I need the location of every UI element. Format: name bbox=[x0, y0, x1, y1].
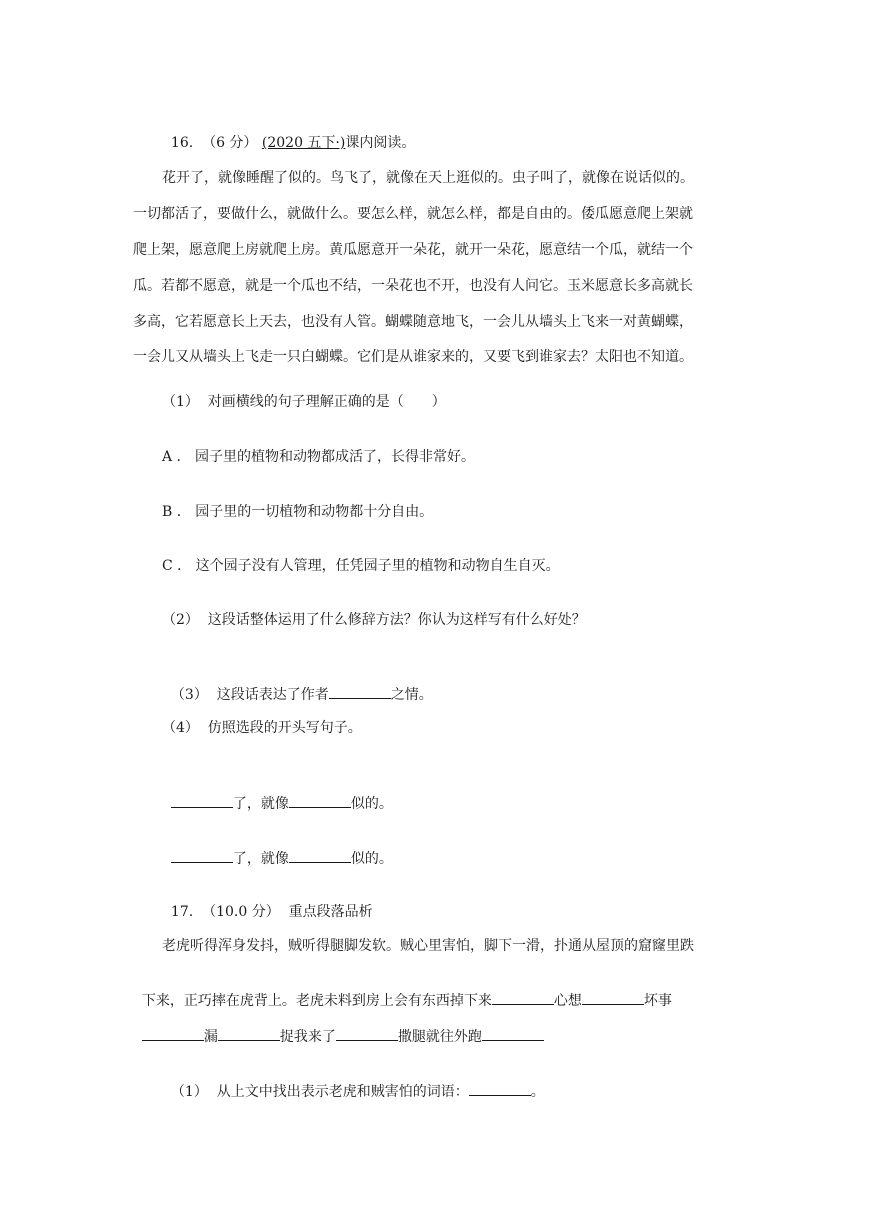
q16-imitate-line-1 bbox=[162, 773, 393, 814]
q16-score: （6 分） bbox=[202, 135, 258, 151]
q16-title: 课内阅读。 bbox=[345, 135, 416, 151]
q17-line2-post: 坏事 bbox=[643, 993, 672, 1009]
q16-option-a[interactable]: A ． 园子里的植物和动物都成活了，长得非常好。 bbox=[162, 449, 476, 465]
q16-passage-line-3: 爬上架，愿意爬上房就爬上房。黄瓜愿意开一朵花，就开一朵花，愿意结一个瓜，就结一个 bbox=[133, 242, 693, 258]
q16-passage-line-4: 瓜。若都不愿意，就是一个瓜也不结，一朵花也不开，也没有人问它。玉米愿意长多高就长 bbox=[133, 278, 693, 294]
q16-passage-line-5: 多高，它若愿意长上天去，也没有人管。蝴蝶随意地飞，一会儿从墙头上飞来一对黄蝴蝶， bbox=[133, 314, 693, 330]
q16-sub3-answer-blank[interactable] bbox=[329, 684, 391, 699]
q17-blank-4[interactable] bbox=[218, 1026, 280, 1041]
q16-sub3-text-pre: （3） 这段话表达了作者 bbox=[170, 687, 329, 703]
q17-blank-1[interactable] bbox=[492, 990, 554, 1005]
q16-passage-line-6: 一会儿又从墙头上飞走一只白蝴蝶。它们是从谁家来的，又要飞到谁家去？太阳也不知道。 bbox=[133, 349, 693, 365]
q16-number: 16. bbox=[170, 135, 194, 151]
imitate-1-blank-a[interactable] bbox=[171, 793, 233, 808]
q16-header bbox=[162, 113, 415, 153]
q17-score: （10.0 分） bbox=[202, 904, 280, 920]
imitate-2-blank-b[interactable] bbox=[289, 848, 351, 863]
q16-passage-line-1: 花开了，就像睡醒了似的。鸟飞了，就像在天上逛似的。虫子叫了，就像在说话似的。 bbox=[162, 170, 694, 186]
q17-line3-b: 捉我来了 bbox=[279, 1029, 336, 1045]
q17-sub1-text-post: 。 bbox=[530, 1084, 545, 1100]
q17-header bbox=[162, 882, 373, 922]
q16-sub4-prompt: （4） 仿照选段的开头写句子。 bbox=[162, 720, 362, 736]
q17-line2-mid: 心想 bbox=[553, 993, 582, 1009]
q17-blank-6[interactable] bbox=[482, 1026, 544, 1041]
imitate-1-blank-b[interactable] bbox=[289, 793, 351, 808]
q16-option-b[interactable]: B ． 园子里的一切植物和动物都十分自由。 bbox=[162, 504, 434, 520]
q16-source: (2020 五下·) bbox=[261, 135, 346, 151]
q17-number: 17. bbox=[170, 904, 194, 920]
q17-line2-pre: 下来，正巧摔在虎背上。老虎未料到房上会有东西掉下来 bbox=[141, 993, 492, 1009]
q17-passage-line-1: 老虎听得浑身发抖，贼听得腿脚发软。贼心里害怕，脚下一滑，扑通从屋顶的窟窿里跌 bbox=[162, 938, 694, 954]
q17-sub1-prompt bbox=[162, 1061, 545, 1102]
imitate-1-end: 似的。 bbox=[350, 796, 393, 812]
q17-blank-3[interactable] bbox=[142, 1026, 204, 1041]
q16-sub3-text-post: 之情。 bbox=[390, 687, 433, 703]
q16-option-c[interactable]: C ． 这个园子没有人管理，任凭园子里的植物和动物自生自灭。 bbox=[162, 558, 560, 574]
q17-blank-5[interactable] bbox=[336, 1026, 398, 1041]
q17-sub1-answer-blank[interactable] bbox=[469, 1081, 531, 1096]
imitate-2-mid: 了，就像 bbox=[232, 851, 289, 867]
q16-sub3-prompt bbox=[162, 664, 433, 705]
q16-sub1-prompt: （1） 对画横线的句子理解正确的是（ ） bbox=[162, 394, 446, 410]
q17-passage-line-2 bbox=[133, 970, 672, 1011]
q17-sub1-text-pre: （1） 从上文中找出表示老虎和贼害怕的词语： bbox=[170, 1084, 469, 1100]
q16-imitate-line-2 bbox=[162, 828, 393, 869]
imitate-2-blank-a[interactable] bbox=[171, 848, 233, 863]
q17-line3-a: 漏 bbox=[203, 1029, 218, 1045]
imitate-1-mid: 了，就像 bbox=[232, 796, 289, 812]
q17-passage-line-3 bbox=[133, 1006, 544, 1047]
q17-blank-2[interactable] bbox=[582, 990, 644, 1005]
q17-line3-c: 撒腿就往外跑 bbox=[397, 1029, 482, 1045]
q16-passage-line-2: 一切都活了，要做什么，就做什么。要怎么样，就怎么样，都是自由的。倭瓜愿意爬上架就 bbox=[133, 206, 693, 222]
q16-sub2-prompt: （2） 这段话整体运用了什么修辞方法？你认为这样写有什么好处？ bbox=[162, 612, 586, 628]
q17-title: 重点段落品析 bbox=[288, 904, 373, 920]
imitate-2-end: 似的。 bbox=[350, 851, 393, 867]
